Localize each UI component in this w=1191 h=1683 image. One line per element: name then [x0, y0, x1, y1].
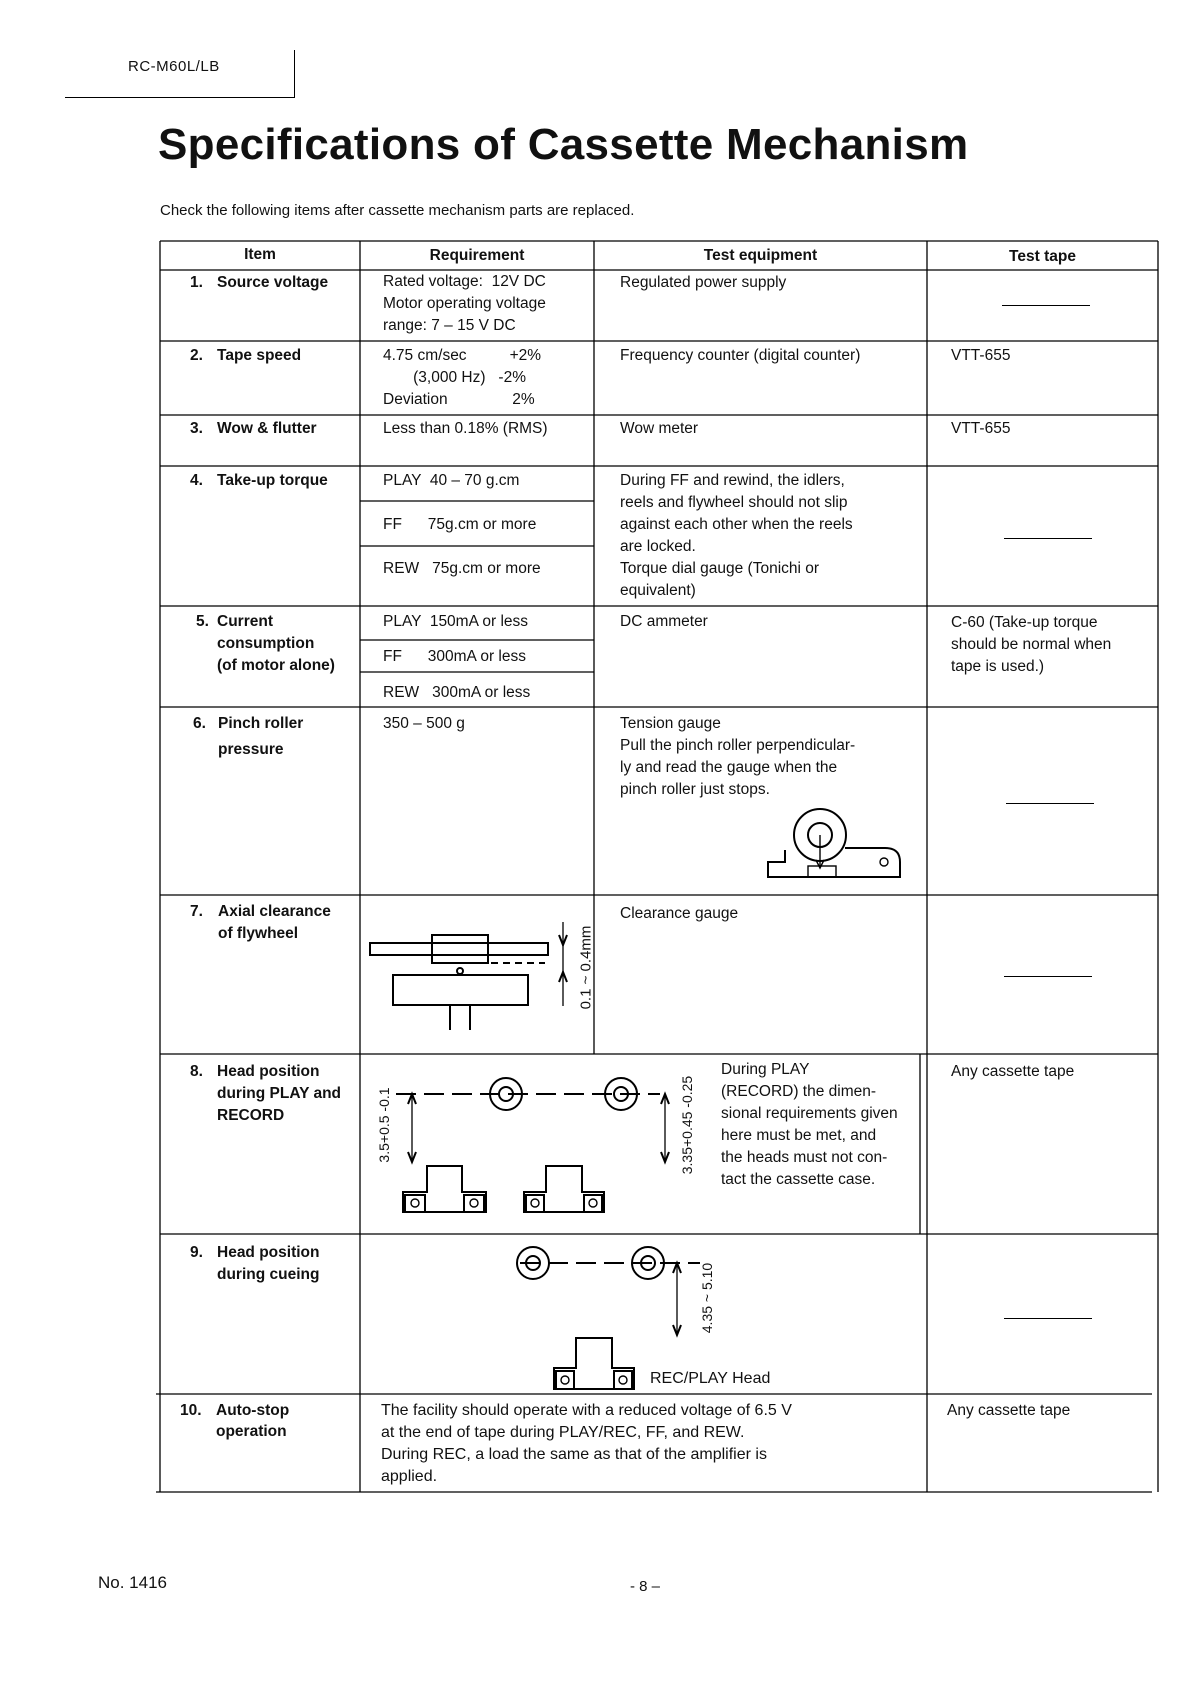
row2-req-2: (3,000 Hz) -2%: [383, 369, 526, 386]
page-title: Specifications of Cassette Mechanism: [158, 120, 969, 169]
row6-item-1: Pinch roller: [218, 715, 304, 732]
row9-item-1: Head position: [217, 1244, 320, 1261]
tension-gauge-diagram: [768, 809, 900, 877]
row9-tape-none: [1004, 1318, 1092, 1319]
row4-req-play: PLAY 40 – 70 g.cm: [383, 472, 520, 489]
row1-equip: Regulated power supply: [620, 274, 787, 291]
row6-equip-3: ly and read the gauge when the: [620, 759, 838, 776]
row9-item-2: during cueing: [217, 1266, 320, 1283]
row7-tape-none: [1004, 976, 1092, 977]
row7-equip: Clearance gauge: [620, 905, 739, 922]
row10-req-2: at the end of tape during PLAY/REC, FF, and REW.: [381, 1424, 745, 1441]
row6-req: 350 – 500 g: [383, 715, 465, 732]
row8-note-6: tact the cassette case.: [721, 1171, 876, 1188]
row8-item-1: Head position: [217, 1063, 320, 1080]
col-header-item: Item: [244, 246, 276, 263]
row1-item: Source voltage: [217, 274, 329, 291]
row8-tape: Any cassette tape: [951, 1063, 1075, 1080]
head-position-play-diagram: [396, 1078, 669, 1212]
row4-equip-5: Torque dial gauge (Tonichi or: [620, 560, 820, 577]
row10-item-2: operation: [216, 1423, 287, 1440]
row5-req-ff: FF 300mA or less: [383, 648, 526, 665]
row4-equip-1: During FF and rewind, the idlers,: [620, 472, 845, 489]
row3-tape: VTT-655: [951, 420, 1011, 437]
row3-equip: Wow meter: [620, 420, 699, 437]
row8-dim-right: 3.35+0.45 -0.25: [679, 1075, 695, 1175]
row5-item-1: Current: [217, 613, 273, 630]
row2-item: Tape speed: [217, 347, 302, 364]
row5-req-rew: REW 300mA or less: [383, 684, 531, 701]
row3-num: 3.: [190, 420, 203, 437]
row9-num: 9.: [190, 1244, 203, 1261]
row7-item-2: of flywheel: [218, 925, 299, 942]
row8-note-4: here must be met, and: [721, 1127, 877, 1144]
row1-req-1: Rated voltage: 12V DC: [383, 273, 546, 290]
row7-num: 7.: [190, 903, 203, 920]
header-model: RC-M60L/LB: [128, 58, 220, 75]
row8-item-3: RECORD: [217, 1107, 285, 1124]
row4-req-rew: REW 75g.cm or more: [383, 560, 541, 577]
col-header-test-equipment: Test equipment: [703, 247, 818, 264]
flywheel-diagram: [370, 922, 567, 1030]
row4-equip-2: reels and flywheel should not slip: [620, 494, 848, 511]
row7-item-1: Axial clearance: [218, 903, 331, 920]
row10-req-1: The facility should operate with a reduced voltage of 6.5 V: [381, 1402, 792, 1419]
row1-req-3: range: 7 – 15 V DC: [383, 317, 516, 334]
row6-num: 6.: [193, 715, 206, 732]
row4-item: Take-up torque: [217, 472, 328, 489]
row1-req-2: Motor operating voltage: [383, 295, 546, 312]
row9-head-label: REC/PLAY Head: [650, 1370, 771, 1387]
row8-num: 8.: [190, 1063, 203, 1080]
row4-num: 4.: [190, 472, 203, 489]
row8-dim-left: 3.5+0.5 -0.1: [376, 1087, 392, 1163]
row10-req-4: applied.: [381, 1468, 438, 1485]
row2-equip: Frequency counter (digital counter): [620, 347, 861, 364]
row3-item: Wow & flutter: [217, 420, 317, 437]
row4-req-ff: FF 75g.cm or more: [383, 516, 537, 533]
row1-num: 1.: [190, 274, 203, 291]
row5-req-play: PLAY 150mA or less: [383, 613, 529, 630]
row9-dim: 4.35 ~ 5.10: [699, 1262, 715, 1334]
row7-clearance-dim: 0.1 ~ 0.4mm: [577, 925, 595, 1010]
row2-req-3: Deviation 2%: [383, 391, 535, 408]
row2-req-1: 4.75 cm/sec +2%: [383, 347, 542, 364]
row6-tape-none: [1006, 803, 1094, 804]
row10-tape: Any cassette tape: [947, 1402, 1071, 1419]
row5-tape-1: C-60 (Take-up torque: [951, 614, 1098, 631]
col-header-requirement: Requirement: [429, 247, 525, 264]
row6-equip-1: Tension gauge: [620, 715, 721, 732]
row8-item-2: during PLAY and: [217, 1085, 342, 1102]
row4-tape-none: [1004, 538, 1092, 539]
row8-note-1: During PLAY: [721, 1061, 810, 1078]
row6-item-2: pressure: [218, 741, 284, 758]
row5-tape-2: should be normal when: [951, 636, 1112, 653]
row3-req: Less than 0.18% (RMS): [383, 420, 548, 437]
row5-item-3: (of motor alone): [217, 657, 335, 674]
row5-num: 5.: [196, 613, 209, 630]
row6-equip-2: Pull the pinch roller perpendicular-: [620, 737, 856, 754]
col-header-test-tape: Test tape: [1009, 248, 1076, 265]
row4-equip-6: equivalent): [620, 582, 696, 599]
footer-page-number: - 8 –: [630, 1578, 661, 1595]
row5-tape-3: tape is used.): [951, 658, 1045, 675]
row8-note-3: sional requirements given: [721, 1105, 898, 1122]
row6-equip-4: pinch roller just stops.: [620, 781, 770, 798]
row5-equip: DC ammeter: [620, 613, 708, 630]
row10-item-1: Auto-stop: [216, 1402, 290, 1419]
footer-doc-number: No. 1416: [98, 1573, 167, 1592]
row2-num: 2.: [190, 347, 203, 364]
row4-equip-4: are locked.: [620, 538, 696, 555]
row4-equip-3: against each other when the reels: [620, 516, 853, 533]
row10-num: 10.: [180, 1402, 202, 1419]
intro-text: Check the following items after cassette mechanism parts are replaced.: [160, 202, 635, 219]
row1-tape-none: [1002, 305, 1090, 306]
row8-note-5: the heads must not con-: [721, 1149, 888, 1166]
row2-tape: VTT-655: [951, 347, 1011, 364]
row5-item-2: consumption: [217, 635, 315, 652]
row10-req-3: During REC, a load the same as that of the amplifier is: [381, 1446, 767, 1463]
row8-note-2: (RECORD) the dimen-: [721, 1083, 877, 1100]
